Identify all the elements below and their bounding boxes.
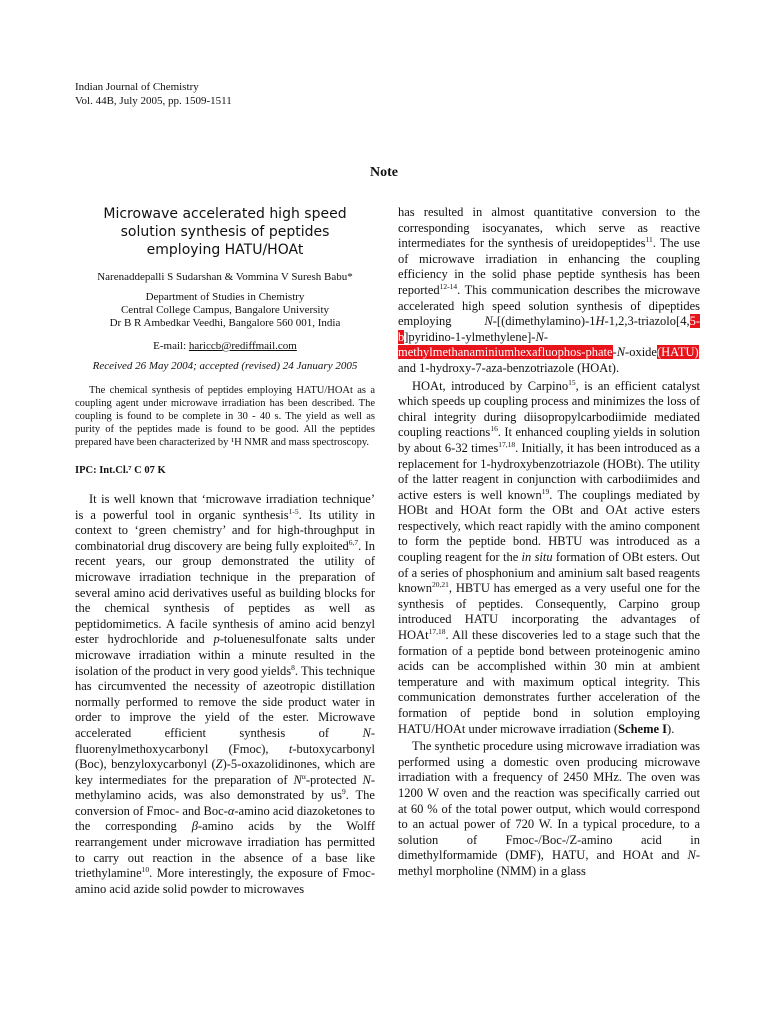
left-column <box>75 205 375 897</box>
affiliation-line: Dr B R Ambedkar Veedhi, Bangalore 560 001, India <box>109 317 341 329</box>
ipc-code: IPC: Int.Cl.⁷ C 07 K <box>75 465 166 476</box>
right-column <box>398 205 700 880</box>
journal-citation: Vol. 44B, July 2005, pp. 1509-1511 <box>75 95 232 107</box>
email-link[interactable]: hariccb@rediffmail.com <box>188 340 297 352</box>
section-heading: Note <box>370 165 398 180</box>
authors: Narenaddepalli S Sudarshan & Vommina V Suresh Babu* <box>97 271 353 283</box>
body-paragraph: It is well known that ‘microwave irradiation technique’ is a powerful tool in organic synthesis$^{1-5}$. Its utility in context to ‘green chemistry’ and for high-throughput in combinatorial drug discovery are being fully exploited$^{6,7}$. In recent years, our group demonstrated the utility of microwave irradiation technique in the preparation of several amino acid derivatives useful as building blocks for the chemical synthesis of peptides as well as peptidomimetics. A facile synthesis of amino acid benzyl ester hydrochloride and p-toluenesulfonate salts under microwave irradiation within a minute resulted in the isolation of the product in very good yields$^8$. This technique has circumvented the necessity of azeotropic distillation normally performed to remove the side product water in order to improve the yield of the ester. Microwave accelerated efficient synthesis of N-fluorenylmethoxycarbonyl (Fmoc), t-butoxycarbonyl (Boc), benzyloxycarbonyl (Z)-5-oxazolidinones, which are key intermediates for the preparation of $N^\alpha$-protected N-methylamino acids, was also demonstrated by $us^9$. The conversion of Fmoc- and Boc-α-amino acid diazoketones to the corresponding β-amino acids by the Wolff rearrangement under microwave irradiation has permitted to carry out reaction in the absence of a base like triethylamine$^{10}$. More interestingly, the exposure of Fmoc-amino acid azide solid powder to microwaves <box>75 492 375 896</box>
journal-header <box>75 80 232 108</box>
abstract-text: The chemical synthesis of peptides employing HATU/HOAt as a coupling agent under microwave irradiation has been described. The coupling is found to be complete in 30 - 40 s. The yield as well as purity of the peptides made is found to be good. All the peptides prepared have been characterized by ¹H NMR and mass spectroscopy. <box>75 385 375 448</box>
article-title: Microwave accelerated high speed solution synthesis of peptides employing HATU/HOAt <box>103 206 347 258</box>
body-paragraph: HOAt, introduced by Carpino$^{15}$, is an efficient catalyst which speeds up coupling process and minimizes the loss of chiral integrity during diisopropylcarbodiimide mediated coupling reactions$^{16}$. It enhanced coupling yields in solution by about 6-32 times$^{17,18}$. Initially, it has been introduced as a replacement for 1-hydroxybenzotriazole (HOBt). The utility of the latter reagent in conjunction with carbodiimides and active esters is well known$^{19}$. The couplings mediated by HOBt and HOAt form the OBt and OAt active esters respectively, which react rapidly with the amino component to form the peptide bond. HBTU was introduced as a coupling reagent for the in situ formation of OBt esters. Out of a series of phosphonium and aminium salt based reagents known$^{20,21}$, HBTU has emerged as a very useful one for the synthesis of peptides. Consequently, Carpino group introduced HATU incorporating the advantages of HOAt$^{17,18}$. All these discoveries led to a stage such that the formation of a peptide bond between proteinogenic amino acids can be accomplished within 30 min at ambient temperature and with maximum optical integrity. This communication demonstrates further acceleration of the formation of peptide bond in solution employing HATU/HOAt under microwave irradiation (Scheme I). <box>398 377 700 736</box>
body-paragraph: The synthetic procedure using microwave irradiation was performed using a domestic oven producing microwave irradiation with a frequency of 2450 MHz. The oven was 1200 W oven and the reaction was specifically carried out at 60 % of the total power output, which would correspond to an actual power of 720 W. In a typical procedure, to a solution of Fmoc-/Boc-/Z-amino acid in dimethylformamide (DMF), HATU, and HOAt and N-methyl morpholine (NMM) in a glass <box>398 739 700 878</box>
body-paragraph: has resulted in almost quantitative conversion to the corresponding isocyanates, which serve as reactive intermediates for the synthesis of ureidopeptides$^{11}$. The use of microwave irradiation in enhancing the coupling efficiency in the solid phase peptide synthesis has been reported$^{12-14}$. This communication describes the microwave accelerated high speed solution synthesis of dipeptides employing N-[(dimethylamino)-1H-1,2,3-triazolo[4,5-b]pyridino-1-ylmethylene]-N-methylmethanaminiumhexafluophos-phate-N-oxide(HATU) and 1-hydroxy-7-aza-benzotriazole (HOAt). <box>398 205 700 375</box>
journal-name: Indian Journal of Chemistry <box>75 81 199 93</box>
affiliation <box>75 291 375 330</box>
abstract <box>75 384 375 449</box>
email-line <box>75 340 375 352</box>
affiliation-line: Department of Studies in Chemistry <box>145 291 305 303</box>
affiliation-line: Central College Campus, Bangalore University <box>120 304 330 316</box>
email-label: E-mail: <box>153 340 187 352</box>
received-dates: Received 26 May 2004; accepted (revised) 24 January 2005 <box>92 360 358 372</box>
